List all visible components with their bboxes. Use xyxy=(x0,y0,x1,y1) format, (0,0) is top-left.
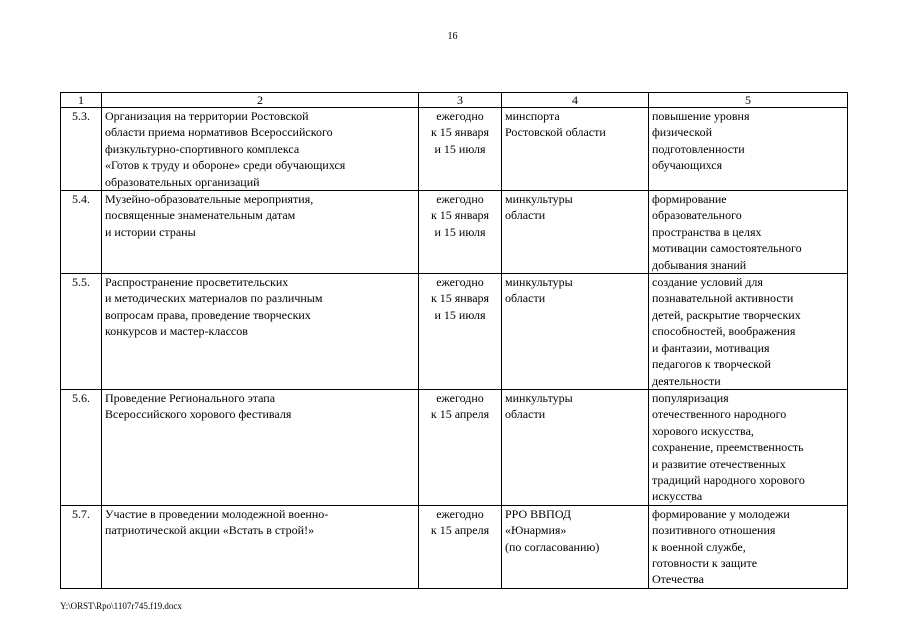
header-cell: 5 xyxy=(649,93,848,108)
event-cell: Участие в проведении молодежной военно- патриотической акции «Встать в строй!» xyxy=(102,505,419,588)
result-cell: популяризация отечественного народного хорового искусства, сохранение, преемственность и развитие отечественных традиций народного хорового искусства xyxy=(649,389,848,505)
row-number: 5.4. xyxy=(61,191,102,274)
header-cell: 4 xyxy=(502,93,649,108)
result-cell: формирование у молодежи позитивного отношения к военной службе, готовности к защите Отечества xyxy=(649,505,848,588)
responsible-cell: минкультуры области xyxy=(502,389,649,505)
row-number: 5.5. xyxy=(61,274,102,390)
event-cell: Проведение Регионального этапа Всероссийского хорового фестиваля xyxy=(102,389,419,505)
responsible-cell: минкультуры области xyxy=(502,191,649,274)
header-cell: 2 xyxy=(102,93,419,108)
page-number: 16 xyxy=(447,31,458,42)
result-cell: повышение уровня физической подготовленности обучающихся xyxy=(649,108,848,191)
table-row xyxy=(61,389,848,505)
row-number: 5.6. xyxy=(61,389,102,505)
timing-cell: ежегодно к 15 января и 15 июля xyxy=(419,191,502,274)
timing-cell: ежегодно к 15 января и 15 июля xyxy=(419,274,502,390)
table-row xyxy=(61,191,848,274)
timing-cell: ежегодно к 15 апреля xyxy=(419,505,502,588)
timing-cell: ежегодно к 15 апреля xyxy=(419,389,502,505)
result-cell: формирование образовательного пространства в целях мотивации самостоятельного добывания знаний xyxy=(649,191,848,274)
file-path-footer: Y:\ORST\Rpo\1107r745.f19.docx xyxy=(60,601,182,611)
header-cell: 3 xyxy=(419,93,502,108)
table-row xyxy=(61,505,848,588)
header-cell: 1 xyxy=(61,93,102,108)
responsible-cell: минспорта Ростовской области xyxy=(502,108,649,191)
responsible-cell: минкультуры области xyxy=(502,274,649,390)
plan-table xyxy=(60,92,848,589)
event-cell: Организация на территории Ростовской области приема нормативов Всероссийского физкультурно-спортивного комплекса «Готов к труду и обороне» среди обучающихся образовательных организаций xyxy=(102,108,419,191)
event-cell: Музейно-образовательные мероприятия, посвященные знаменательным датам и истории страны xyxy=(102,191,419,274)
table-header-row xyxy=(61,93,848,108)
table-row xyxy=(61,274,848,390)
result-cell: создание условий для познавательной активности детей, раскрытие творческих способностей, воображения и фантазии, мотивация педагогов к творческой деятельности xyxy=(649,274,848,390)
timing-cell: ежегодно к 15 января и 15 июля xyxy=(419,108,502,191)
row-number: 5.7. xyxy=(61,505,102,588)
event-cell: Распространение просветительских и методических материалов по различным вопросам права, проведение творческих конкурсов и мастер-классов xyxy=(102,274,419,390)
table-row xyxy=(61,108,848,191)
responsible-cell: РРО ВВПОД «Юнармия» (по согласованию) xyxy=(502,505,649,588)
row-number: 5.3. xyxy=(61,108,102,191)
